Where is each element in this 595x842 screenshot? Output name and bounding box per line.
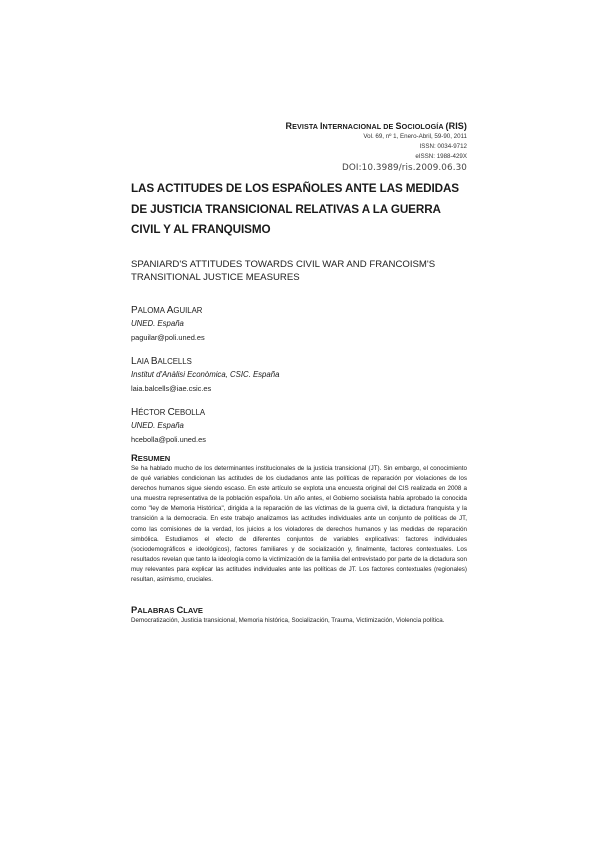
author-email: paguilar@poli.uned.es (131, 333, 205, 342)
title-en-line: SPANIARD'S ATTITUDES TOWARDS CIVIL WAR AND FRANCOISM'S (131, 259, 436, 270)
keywords-section (131, 605, 467, 626)
abstract-heading: RESUMEN (131, 452, 171, 463)
article-title-english (131, 259, 476, 284)
author-list (131, 305, 431, 458)
author-name: HÉCTOR CEBOLLA (131, 407, 206, 418)
author-institution: UNED. España (131, 421, 184, 430)
author-name: LAIA BALCELLS (131, 356, 192, 367)
author-email: hcebolla@poli.uned.es (131, 435, 206, 444)
journal-header (285, 121, 467, 174)
author-institution: Institut d'Anàlisi Econòmica, CSIC. España (131, 370, 280, 379)
title-es-line: CIVIL Y AL FRANQUISMO (131, 223, 271, 236)
abstract-section (131, 453, 467, 585)
article-title-spanish (131, 179, 471, 241)
keywords-heading: PALABRAS CLAVE (131, 604, 203, 615)
author-email: laia.balcells@iae.csic.es (131, 384, 212, 393)
author-entry (131, 356, 431, 396)
author-entry (131, 407, 431, 447)
journal-issn: ISSN: 0034-9712 (419, 143, 467, 150)
title-es-line: LAS ACTITUDES DE LOS ESPAÑOLES ANTE LAS MEDIDAS (131, 182, 459, 195)
journal-eissn: eISSN: 1988-429X (415, 153, 467, 160)
title-en-line: TRANSITIONAL JUSTICE MEASURES (131, 271, 300, 283)
author-entry (131, 305, 431, 345)
journal-name: REVISTA INTERNACIONAL DE SOCIOLOGÍA (RIS) (285, 121, 467, 131)
title-es-line: DE JUSTICIA TRANSICIONAL RELATIVAS A LA GUERRA (131, 202, 441, 216)
journal-doi: DOI:10.3989/ris.2009.06.30 (341, 163, 467, 173)
abstract-text: Se ha hablado mucho de los determinantes institucionales de la justicia transicional (JT). Sin embargo, el conocimiento de qué variables condicionan las actitudes de los ciudadanos ante las políticas de reparación por violaciones de los derechos humanos sigue siendo escaso. En este artículo se explota una encuesta original del CIS realizada en 2008 a una muestra representativa de la población española. Un año antes, el Gobierno socialista había aprobado la conocida como "ley de Memoria Histórica", dirigida a la reparación de las víctimas de la guerra civil, la dictadura franquista y la transición a la democracia. En este trabajo analizamos las actitudes individuales ante un conjunto de políticas de JT, como las comisiones de la verdad, los juicios a los violadores de derechos humanos y las medidas de reparación simbólica. Estudiamos el efecto de diferentes conjuntos de variables explicativas: factores individuales (sociodemográficos e ideológicos), factores familiares y de socialización y, finalmente, factores contextuales. Los resultados revelan que tanto la ideología como la victimización de la familia del entrevistado por parte de la dictadura son muy relevantes para explicar las actitudes individuales ante las políticas de JT. Los factores contextuales (regionales) resultan, asimismo, cruciales. (131, 465, 467, 584)
keywords-text: Democratización, Justicia transicional, Memoria histórica, Socialización, Trauma, Victimización, Violencia política. (131, 617, 445, 624)
author-name: PALOMA AGUILAR (131, 305, 203, 316)
journal-volume: Vol. 69, nº 1, Enero-Abril, 59-90, 2011 (363, 133, 467, 140)
author-institution: UNED. España (131, 319, 184, 328)
